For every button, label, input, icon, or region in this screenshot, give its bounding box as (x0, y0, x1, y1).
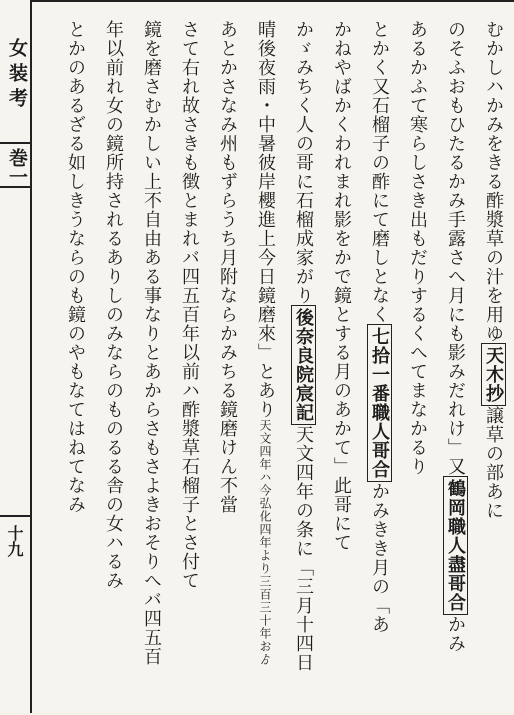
column-tail: 天文四年ハ今弘化四年より三百三十年おゟ (258, 419, 272, 666)
column-text: かねやばかくわれまれ影をかで鏡とする月のあかて (331, 20, 352, 457)
column-tail: 譲草の部あに (483, 406, 504, 520)
page-margin (0, 0, 32, 713)
text-column-2 (438, 20, 472, 706)
column-text: 鏡を磨さむかしい上不自由ある事なりとあからさもさよきおそりへバ四五百 (141, 20, 162, 666)
column-text: 晴後夜雨・中暑彼岸櫻進上今日鏡磨來」とあり (255, 20, 276, 419)
column-text: あとかさなみ州もずらうち月附ならかみちる (217, 20, 238, 400)
boxed-citation: 七拾一番職人哥合 (367, 324, 392, 482)
text-column-9 (172, 20, 206, 706)
text-column-3 (400, 20, 434, 706)
column-text: とかのあるざる如し (65, 20, 86, 191)
column-text: 年以前れ女の鏡所持されるありしのみならのものるる舎の女ハるみ (103, 20, 124, 590)
text-column-6 (286, 20, 320, 706)
column-tail: かみ (445, 615, 466, 653)
column-tail: 鏡磨けん不當 (217, 400, 238, 514)
column-text: かゞみちく人の哥に石榴成家がり (293, 20, 314, 305)
text-column-8 (210, 20, 244, 706)
boxed-citation: 鶴岡職人盡哥合 (443, 476, 468, 615)
boxed-citation: 後奈良院宸記 (291, 305, 316, 425)
column-tail: 天文四年の条に「三月十四日 (293, 425, 314, 672)
margin-divider (0, 186, 30, 188)
text-column-1 (476, 20, 510, 706)
page-number: 十九 (5, 525, 24, 557)
column-text: あるかふて寒らしさき出もだりするくへてまなかるり (407, 20, 428, 476)
column-text: むかしハかみをきる酢漿草の汁を用ゆ (483, 20, 504, 343)
text-column-5 (324, 20, 358, 706)
text-column-7 (248, 20, 282, 706)
volume-label: 巻一 (6, 148, 28, 186)
book-title: 女装考 (6, 38, 28, 113)
text-column-4 (362, 20, 396, 706)
column-tail: かみきき月の「あ (369, 482, 390, 634)
boxed-citation: 天木抄 (481, 343, 506, 406)
text-body (30, 0, 514, 715)
column-text: のそふおもひたるかみ手露さへ月にも影みだれけ」又 (445, 20, 466, 476)
column-tail: きうならのも鏡のやもなてはねてなみ (65, 191, 86, 514)
column-tail: 」此哥にて (331, 457, 352, 552)
column-text: さて右れ故さきも徴とまれバ四五百年以前ハ酢漿草石榴子とさ付て (179, 20, 200, 590)
column-text: とかく又石榴子の酢にて磨しとなく (369, 20, 390, 324)
margin-divider (0, 142, 30, 144)
text-column-11 (96, 20, 130, 706)
text-column-12 (58, 20, 92, 706)
text-column-10 (134, 20, 168, 706)
margin-divider (0, 515, 30, 517)
